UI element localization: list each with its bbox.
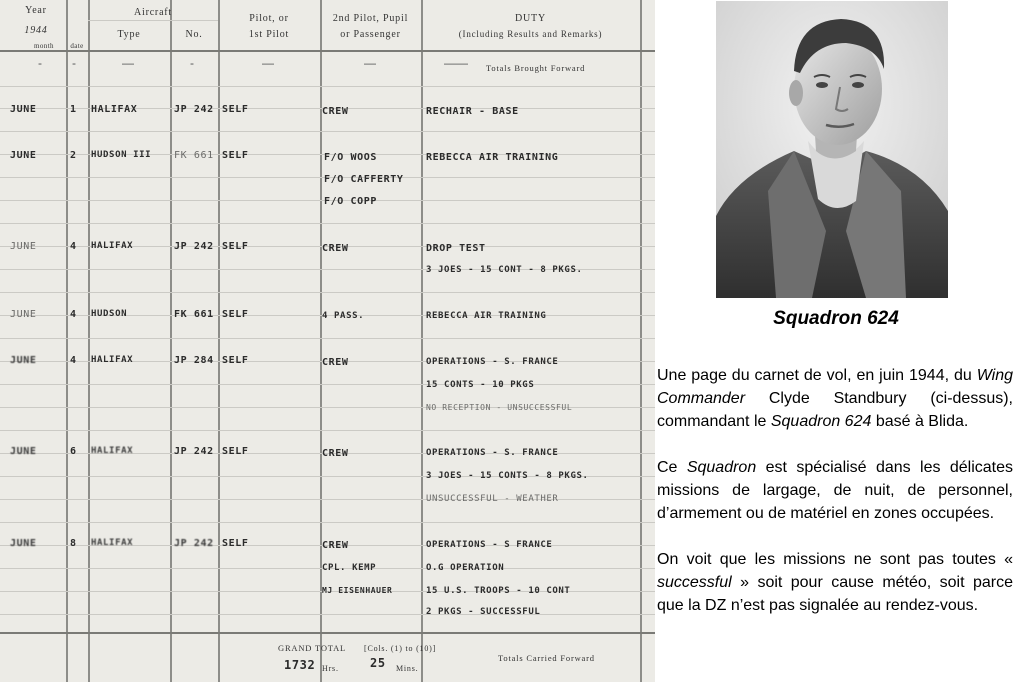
text-span: » soit pour cause météo, soit parce que la DZ n’est pas signalée au rendez-vous. bbox=[657, 574, 1013, 615]
month-header: month bbox=[34, 42, 54, 50]
text-italic: successful bbox=[657, 574, 732, 592]
second-pilot-header-2: or Passenger bbox=[340, 29, 401, 40]
entry-duty: OPERATIONS - S. FRANCE bbox=[426, 448, 559, 458]
entry-crew: 4 PASS. bbox=[322, 311, 365, 321]
aircraft-header: Aircraft bbox=[133, 7, 173, 18]
ruled-line bbox=[0, 338, 655, 339]
entry-duty: 3 JOES - 15 CONTS - 8 PKGS. bbox=[426, 471, 589, 481]
col-divider bbox=[421, 0, 423, 682]
no-header: No. bbox=[185, 29, 203, 40]
entry-crew: CPL. KEMP bbox=[322, 563, 377, 573]
dash: — bbox=[364, 56, 376, 70]
entry-date: 4 bbox=[70, 241, 77, 252]
totals-brought-forward: Totals Brought Forward bbox=[486, 63, 586, 73]
text-italic: Squadron 624 bbox=[770, 413, 872, 431]
text-span: est spécialisé dans les délicates missions de largage, de nuit, de personnel, d’armement ou de matériel en zones occupées. bbox=[657, 459, 1013, 523]
ruled-line bbox=[0, 223, 655, 224]
entry-pilot: SELF bbox=[222, 241, 249, 252]
text-span: Clyde Standbury (ci-dessus), commandant le bbox=[657, 390, 1013, 431]
entry-type: HALIFAX bbox=[91, 241, 134, 251]
portrait-photo bbox=[716, 1, 948, 298]
dash: — bbox=[262, 56, 274, 70]
dash: — bbox=[122, 56, 134, 70]
entry-date: 8 bbox=[70, 538, 77, 549]
entry-no: JP 284 bbox=[174, 355, 214, 366]
entry-pilot: SELF bbox=[222, 104, 249, 115]
year-header: Year bbox=[25, 5, 47, 16]
entry-pilot: SELF bbox=[222, 150, 249, 161]
text-span: Une page du carnet de vol, en juin 1944, du bbox=[657, 367, 977, 384]
entry-date: 1 bbox=[70, 104, 77, 115]
text-italic: Wing Commander bbox=[657, 367, 1013, 408]
ruled-line bbox=[0, 292, 655, 293]
duty-header: DUTY bbox=[515, 13, 546, 24]
entry-month: JUNE bbox=[10, 104, 37, 115]
aircraft-rule bbox=[88, 20, 218, 21]
entry-duty: O.G OPERATION bbox=[426, 563, 505, 573]
entry-duty: 15 U.S. TROOPS - 10 CONT bbox=[426, 586, 571, 596]
entry-month: JUNE bbox=[10, 538, 37, 549]
entry-no: JP 242 bbox=[174, 446, 214, 457]
hours-value: 1732 bbox=[284, 658, 316, 672]
portrait-icon bbox=[716, 1, 948, 298]
col-divider bbox=[88, 0, 90, 682]
entry-duty: NO RECEPTION - UNSUCCESSFUL bbox=[426, 403, 573, 412]
entry-pilot: SELF bbox=[222, 309, 249, 320]
entry-type: HUDSON bbox=[91, 309, 128, 319]
paragraph-1 bbox=[657, 364, 1013, 434]
pilot-header: Pilot, or bbox=[249, 13, 289, 24]
entry-duty: OPERATIONS - S. FRANCE bbox=[426, 357, 559, 367]
entry-crew: CREW bbox=[322, 357, 349, 368]
entry-type: HALIFAX bbox=[91, 538, 134, 548]
ruled-line bbox=[0, 131, 655, 132]
date-header: date bbox=[70, 42, 84, 50]
col-divider bbox=[66, 0, 68, 682]
entry-date: 4 bbox=[70, 309, 77, 320]
footer-rule bbox=[0, 632, 655, 634]
entry-duty: 15 CONTS - 10 PKGS bbox=[426, 380, 535, 390]
entry-date: 2 bbox=[70, 150, 77, 161]
ruled-line bbox=[0, 384, 655, 385]
ruled-line bbox=[0, 86, 655, 87]
dash: —— bbox=[444, 56, 468, 70]
entry-duty: DROP TEST bbox=[426, 243, 486, 254]
entry-duty: REBECCA AIR TRAINING bbox=[426, 311, 547, 321]
entry-month: JUNE bbox=[10, 241, 37, 252]
entry-date: 4 bbox=[70, 355, 77, 366]
entry-no: JP 242 bbox=[174, 241, 214, 252]
ruled-line bbox=[0, 614, 655, 615]
pilot-header-2: 1st Pilot bbox=[248, 29, 290, 40]
col-divider bbox=[640, 0, 642, 682]
entry-no: JP 242 bbox=[174, 104, 214, 115]
text-span: basé à Blida. bbox=[871, 413, 969, 431]
dash: - bbox=[72, 56, 76, 70]
entry-crew: F/O CAFFERTY bbox=[324, 174, 404, 185]
entry-duty: REBECCA AIR TRAINING bbox=[426, 152, 559, 163]
entry-type: HALIFAX bbox=[91, 355, 134, 365]
entry-duty: RECHAIR - BASE bbox=[426, 106, 519, 117]
year-value: 1944 bbox=[24, 25, 48, 36]
entry-crew: CREW bbox=[322, 106, 349, 117]
header-rule bbox=[0, 50, 655, 52]
ruled-line bbox=[0, 522, 655, 523]
paragraph-2 bbox=[657, 456, 1013, 526]
entry-type: HALIFAX bbox=[91, 104, 138, 115]
text-span: On voit que les missions ne sont pas toutes « bbox=[657, 551, 1013, 568]
cols-label: [Cols. (1) to (10)] bbox=[364, 644, 437, 653]
ruled-line bbox=[0, 430, 655, 431]
totals-carried-forward: Totals Carried Forward bbox=[498, 653, 595, 663]
entry-pilot: SELF bbox=[222, 538, 249, 549]
entry-crew: F/O WOOS bbox=[324, 152, 377, 163]
entry-crew: MJ EISENHAUER bbox=[322, 586, 393, 595]
entry-month: JUNE bbox=[10, 309, 37, 320]
entry-pilot: SELF bbox=[222, 446, 249, 457]
hrs-label: Hrs. bbox=[322, 664, 339, 673]
entry-no: FK 661 bbox=[174, 309, 214, 320]
entry-date: 6 bbox=[70, 446, 77, 457]
paragraph-3 bbox=[657, 548, 1013, 618]
entry-crew: F/O COPP bbox=[324, 196, 377, 207]
second-pilot-header: 2nd Pilot, Pupil bbox=[332, 13, 409, 24]
mins-value: 25 bbox=[370, 656, 386, 670]
entry-type: HALIFAX bbox=[91, 446, 134, 456]
entry-duty: UNSUCCESSFUL - WEATHER bbox=[426, 494, 559, 504]
entry-pilot: SELF bbox=[222, 355, 249, 366]
entry-crew: CREW bbox=[322, 243, 349, 254]
mins-label: Mins. bbox=[396, 664, 419, 673]
text-italic: Squadron bbox=[686, 459, 757, 476]
caption-title: Squadron 624 bbox=[773, 308, 899, 329]
duty-subheader: (Including Results and Remarks) bbox=[458, 29, 603, 39]
type-header: Type bbox=[117, 29, 141, 40]
col-divider bbox=[218, 0, 220, 682]
dash: - bbox=[38, 56, 42, 70]
entry-crew: CREW bbox=[322, 448, 349, 459]
dash: - bbox=[190, 56, 194, 70]
entry-type: HUDSON III bbox=[91, 150, 152, 160]
entry-duty: OPERATIONS - S FRANCE bbox=[426, 540, 553, 550]
entry-month: JUNE bbox=[10, 446, 37, 457]
col-divider bbox=[170, 0, 172, 682]
col-divider bbox=[320, 0, 322, 682]
entry-crew: CREW bbox=[322, 540, 349, 551]
entry-duty: 3 JOES - 15 CONT - 8 PKGS. bbox=[426, 265, 583, 275]
text-span: Ce bbox=[657, 459, 687, 476]
grand-total-label: GRAND TOTAL bbox=[278, 643, 347, 653]
entry-no: FK 661 bbox=[174, 150, 214, 161]
entry-month: JUNE bbox=[10, 355, 37, 366]
entry-month: JUNE bbox=[10, 150, 37, 161]
entry-duty: 2 PKGS - SUCCESSFUL bbox=[426, 607, 541, 617]
entry-no: JP 242 bbox=[174, 538, 214, 549]
